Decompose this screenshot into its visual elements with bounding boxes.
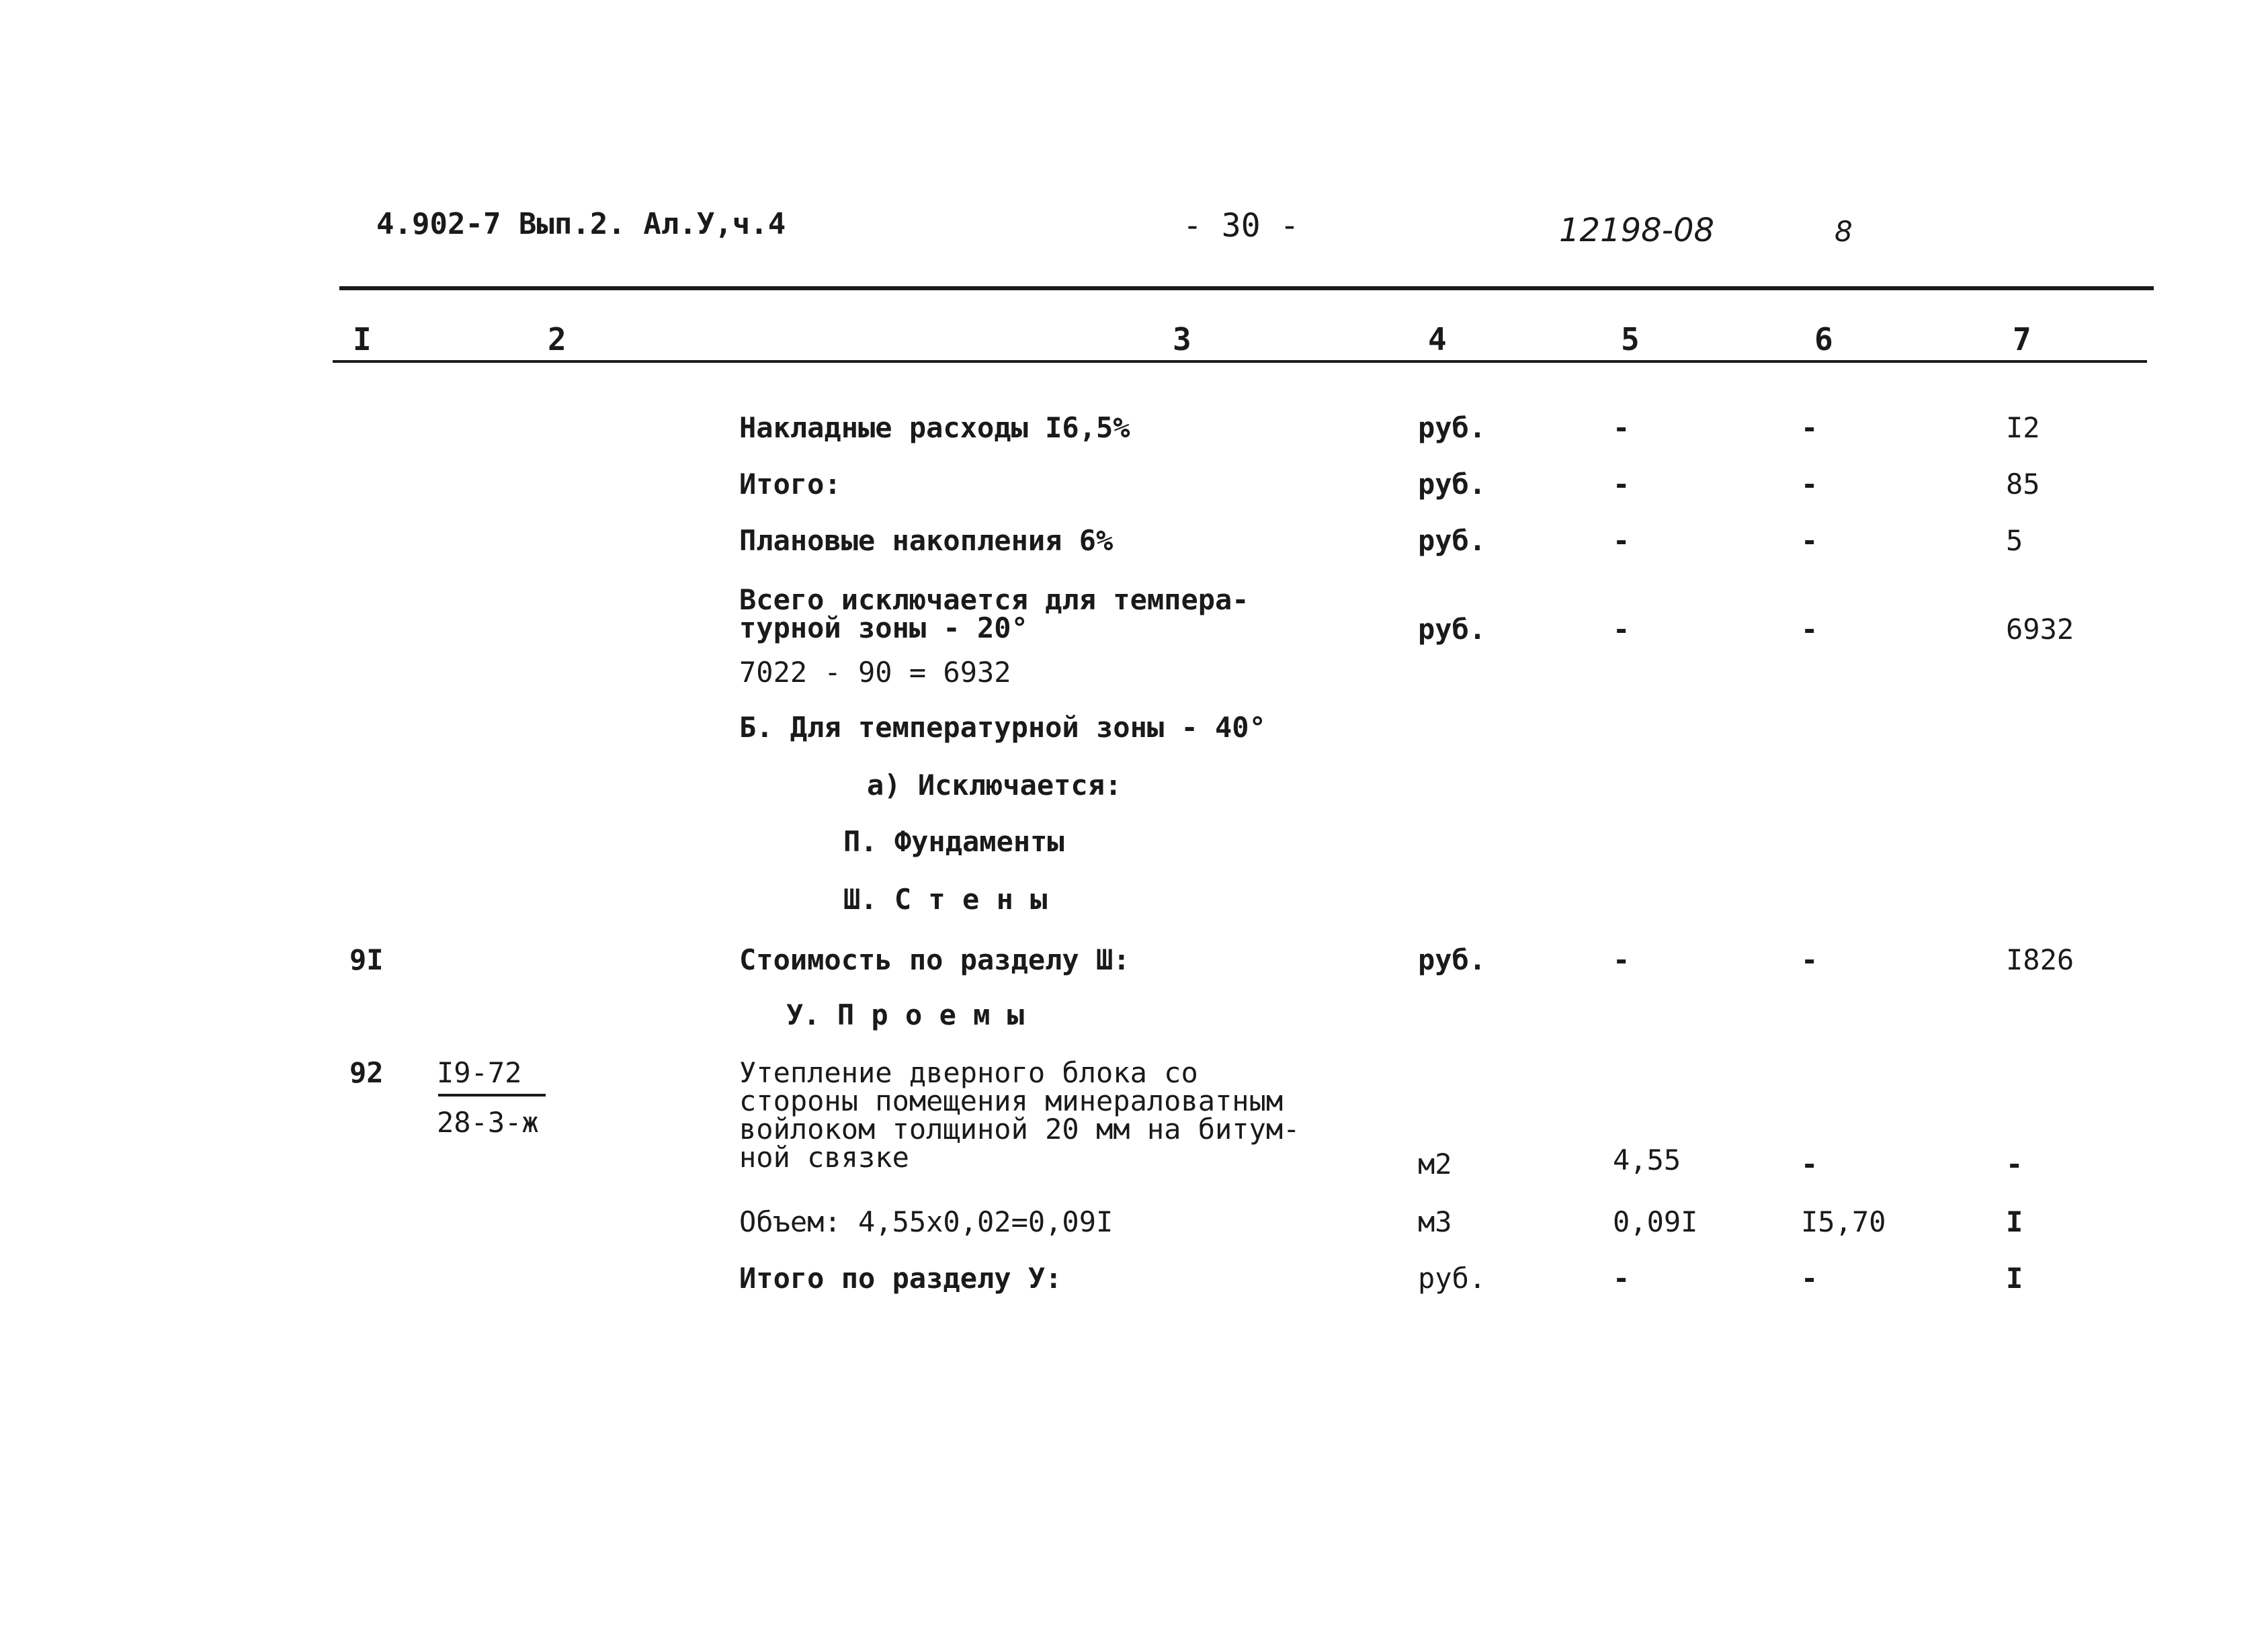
row-description: 7022 - 90 = 6932 bbox=[739, 656, 1011, 689]
row-unit: м2 bbox=[1418, 1148, 1452, 1180]
column-number: 4 bbox=[1428, 321, 1447, 357]
row-unit: м3 bbox=[1418, 1205, 1452, 1238]
row-value-5: - bbox=[1613, 411, 1630, 444]
row-description: а) Исключается: bbox=[867, 769, 1122, 802]
row-number: 92 bbox=[349, 1056, 384, 1089]
row-value-6: - bbox=[1801, 943, 1818, 976]
row-description: Итого по разделу У: bbox=[739, 1262, 1062, 1295]
row-unit: руб. bbox=[1418, 411, 1486, 444]
row-description: Стоимость по разделу Ш: bbox=[739, 943, 1130, 976]
row-description: Б. Для температурной зоны - 40° bbox=[739, 711, 1266, 744]
row-description: П. Фундаменты bbox=[843, 825, 1064, 858]
row-unit: руб. bbox=[1418, 943, 1486, 976]
row-value-6: - bbox=[1801, 468, 1818, 501]
column-number: 6 bbox=[1814, 321, 1833, 357]
row-description: Накладные расходы I6,5% bbox=[739, 411, 1130, 444]
row-description-line: турной зоны - 20° bbox=[739, 611, 1028, 644]
row-value-7: I2 bbox=[2006, 411, 2040, 444]
row-value-6: - bbox=[1801, 1148, 1818, 1180]
row-value-7: 5 bbox=[2006, 524, 2023, 557]
row-description-line: Утепление дверного блока со bbox=[739, 1056, 1198, 1089]
row-description-line: стороны помещения минераловатным bbox=[739, 1084, 1284, 1117]
row-value-7: I bbox=[2006, 1205, 2023, 1238]
row-unit: руб. bbox=[1418, 524, 1486, 557]
row-unit: руб. bbox=[1418, 1262, 1486, 1295]
row-value-6: - bbox=[1801, 411, 1818, 444]
column-number: 7 bbox=[2013, 321, 2031, 357]
row-code-numerator: I9-72 bbox=[437, 1056, 522, 1089]
row-value-5: - bbox=[1613, 524, 1630, 557]
row-value-6: - bbox=[1801, 524, 1818, 557]
code-fraction-line bbox=[438, 1094, 546, 1096]
row-value-6: - bbox=[1801, 613, 1818, 646]
column-number: I bbox=[353, 321, 372, 357]
row-value-7: I826 bbox=[2006, 943, 2074, 976]
document-code: 4.902-7 Вып.2. Ал.У,ч.4 bbox=[376, 207, 786, 241]
row-value-7: 6932 bbox=[2006, 613, 2074, 646]
row-value-7: - bbox=[2006, 1148, 2023, 1180]
sheet-number: 8 bbox=[1835, 215, 1853, 248]
row-description-line: ной связке bbox=[739, 1141, 909, 1174]
page-number: - 30 - bbox=[1183, 207, 1300, 245]
row-number: 9I bbox=[349, 943, 384, 976]
row-description-line: Всего исключается для темпера- bbox=[739, 583, 1249, 616]
row-unit: руб. bbox=[1418, 468, 1486, 501]
row-value-5: 4,55 bbox=[1613, 1144, 1681, 1176]
row-description: Плановые накопления 6% bbox=[739, 524, 1114, 557]
row-description: Объем: 4,55х0,02=0,09I bbox=[739, 1205, 1114, 1238]
row-description: Итого: bbox=[739, 468, 841, 501]
row-code-denominator: 28-3-ж bbox=[437, 1106, 539, 1139]
section-heading: Ш. С т е н ы bbox=[843, 883, 1048, 916]
column-number: 3 bbox=[1173, 321, 1191, 357]
row-value-5: - bbox=[1613, 943, 1630, 976]
row-value-5: - bbox=[1613, 468, 1630, 501]
row-description-line: войлоком толщиной 20 мм на битум- bbox=[739, 1113, 1300, 1146]
row-value-6: I5,70 bbox=[1801, 1205, 1886, 1238]
row-value-7: 85 bbox=[2006, 468, 2040, 501]
column-number: 5 bbox=[1621, 321, 1640, 357]
row-value-5: - bbox=[1613, 613, 1630, 646]
row-value-7: I bbox=[2006, 1262, 2023, 1295]
section-heading: У. П р о е м ы bbox=[786, 998, 1025, 1031]
row-value-6: - bbox=[1801, 1262, 1818, 1295]
header-rule bbox=[339, 286, 2154, 290]
doc-number: 12198-08 bbox=[1559, 212, 1715, 249]
column-header-rule bbox=[333, 360, 2147, 363]
column-number: 2 bbox=[548, 321, 566, 357]
row-value-5: - bbox=[1613, 1262, 1630, 1295]
row-unit: руб. bbox=[1418, 613, 1486, 646]
row-value-5: 0,09I bbox=[1613, 1205, 1698, 1238]
